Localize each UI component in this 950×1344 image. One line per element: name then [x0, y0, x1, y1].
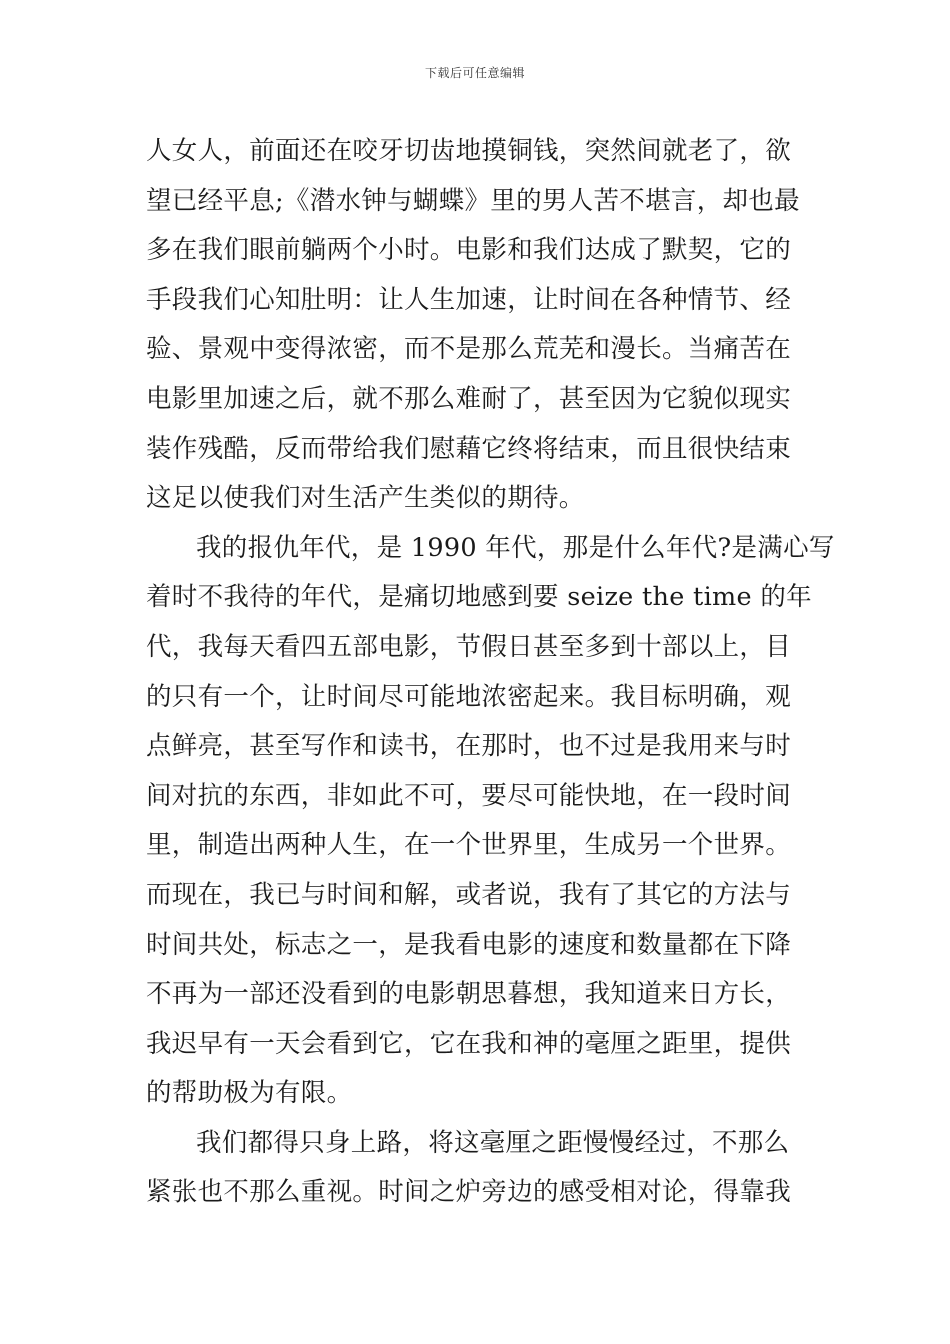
text-line: 装作残酷，反而带给我们慰藉它终将结束，而且很快结束 — [146, 433, 792, 464]
paragraph-start-line: 我的报仇年代，是 1990 年代，那是什么年代?是满心写 — [196, 532, 835, 563]
text-line: 手段我们心知肚明：让人生加速，让时间在各种情节、经 — [146, 284, 792, 315]
text-line: 这足以使我们对生活产生类似的期待。 — [146, 483, 585, 514]
page-header-note: 下载后可任意编辑 — [424, 66, 525, 80]
text-line: 人女人，前面还在咬牙切齿地摸铜钱，突然间就老了，欲 — [146, 136, 792, 166]
text-line: 的只有一个，让时间尽可能地浓密起来。我目标明确，观 — [146, 681, 792, 712]
document-body — [146, 127, 835, 1218]
text-line: 电影里加速之后，就不那么难耐了，甚至因为它貌似现实 — [146, 383, 792, 414]
text-line: 紧张也不那么重视。时间之炉旁边的感受相对论，得靠我 — [146, 1177, 792, 1208]
text-line: 点鲜亮，甚至写作和读书，在那时，也不过是我用来与时 — [146, 731, 792, 762]
text-line: 望已经平息;《潜水钟与蝴蝶》里的男人苦不堪言，却也最 — [146, 185, 800, 216]
text-line: 多在我们眼前躺两个小时。电影和我们达成了默契，它的 — [146, 235, 792, 266]
text-line: 着时不我待的年代，是痛切地感到要 seize the time 的年 — [146, 582, 812, 613]
text-line: 不再为一部还没看到的电影朝思暮想，我知道来日方长， — [146, 979, 792, 1010]
text-line: 验、景观中变得浓密，而不是那么荒芜和漫长。当痛苦在 — [146, 334, 792, 365]
text-line: 时间共处，标志之一，是我看电影的速度和数量都在下降 — [146, 929, 792, 960]
text-line: 我迟早有一天会看到它，它在我和神的毫厘之距里，提供 — [146, 1028, 792, 1059]
text-line: 而现在，我已与时间和解，或者说，我有了其它的方法与 — [146, 879, 792, 910]
text-line: 间对抗的东西，非如此不可，要尽可能快地，在一段时间 — [146, 780, 792, 811]
text-line: 里，制造出两种人生，在一个世界里，生成另一个世界。 — [146, 830, 792, 861]
text-line: 的帮助极为有限。 — [146, 1078, 353, 1109]
paragraph-start-line: 我们都得只身上路，将这毫厘之距慢慢经过，不那么 — [196, 1127, 790, 1158]
text-line: 代，我每天看四五部电影，节假日甚至多到十部以上，目 — [146, 631, 792, 662]
